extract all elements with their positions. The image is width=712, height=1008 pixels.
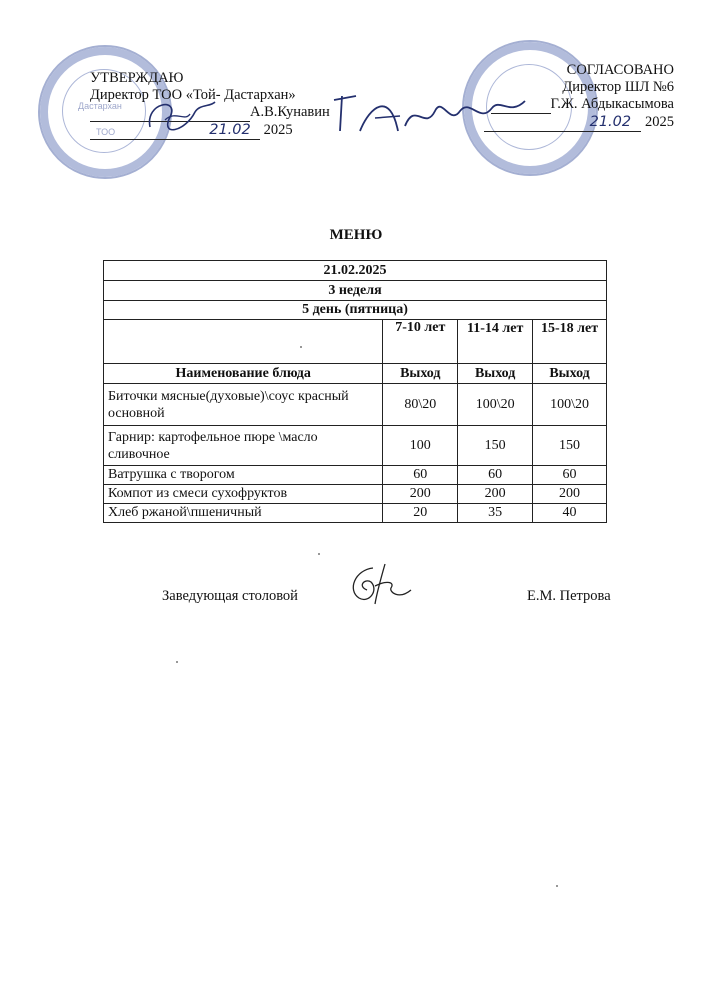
canteen-manager-signature xyxy=(345,560,415,608)
menu-table xyxy=(103,260,607,523)
approval-heading: УТВЕРЖДАЮ xyxy=(90,70,184,86)
output-header: Выход xyxy=(383,364,458,384)
dish-name: Гарнир: картофельное пюре \масло сливочное xyxy=(104,426,383,466)
canteen-manager-role: Заведующая столовой xyxy=(162,588,298,604)
left-seal-small-text: ТОО xyxy=(96,127,116,137)
approval-signer-name: А.В.Кунавин xyxy=(250,104,330,120)
table-row xyxy=(104,261,607,281)
agreement-block xyxy=(484,62,674,132)
page-title: МЕНЮ xyxy=(329,227,383,243)
table-row xyxy=(104,466,607,485)
portion-value: 100 xyxy=(383,426,458,466)
portion-value: 60 xyxy=(533,466,607,485)
table-row xyxy=(104,281,607,301)
approval-signature xyxy=(140,92,220,137)
table-row xyxy=(104,384,607,426)
portion-value: 200 xyxy=(533,485,607,504)
portion-value: 150 xyxy=(458,426,533,466)
menu-week: 3 неделя xyxy=(104,281,607,301)
output-header: Выход xyxy=(533,364,607,384)
output-header: Выход xyxy=(458,364,533,384)
left-seal-center-text: Дастархан xyxy=(78,101,122,111)
approval-position: Директор ТОО «Той- Дастархан» xyxy=(90,87,296,103)
canteen-manager-name: Е.М. Петрова xyxy=(527,588,611,604)
portion-value: 100\20 xyxy=(533,384,607,426)
portion-value: 200 xyxy=(458,485,533,504)
portion-value: 35 xyxy=(458,504,533,523)
dish-name-header: Наименование блюда xyxy=(104,364,383,384)
table-row xyxy=(104,504,607,523)
age-group-header: 11-14 лет xyxy=(458,320,533,364)
table-row xyxy=(104,320,607,364)
scan-speck xyxy=(176,661,178,663)
menu-day: 5 день (пятница) xyxy=(104,301,607,320)
scan-speck xyxy=(556,885,558,887)
agreement-date-handwritten: 21.02 xyxy=(579,114,641,132)
approval-date-handwritten: 21.02 xyxy=(200,122,260,140)
scan-speck xyxy=(300,346,302,348)
age-group-header: 7-10 лет xyxy=(383,320,458,364)
portion-value: 80\20 xyxy=(383,384,458,426)
header-empty-cell xyxy=(104,320,383,364)
dish-name: Хлеб ржаной\пшеничный xyxy=(104,504,383,523)
agreement-signature-line xyxy=(491,96,551,114)
agreement-date-line xyxy=(484,114,579,132)
agreement-signer-name: Г.Ж. Абдыкасымова xyxy=(550,96,674,112)
portion-value: 150 xyxy=(533,426,607,466)
portion-value: 200 xyxy=(383,485,458,504)
table-row xyxy=(104,301,607,320)
table-row xyxy=(104,485,607,504)
agreement-year: 2025 xyxy=(645,114,674,130)
dish-name: Ватрушка с творогом xyxy=(104,466,383,485)
agreement-heading: СОГЛАСОВАНО xyxy=(566,62,674,78)
scan-speck xyxy=(318,553,320,555)
table-row xyxy=(104,426,607,466)
dish-name: Биточки мясные(духовые)\соус красный основной xyxy=(104,384,383,426)
age-group-header: 15-18 лет xyxy=(533,320,607,364)
portion-value: 60 xyxy=(458,466,533,485)
portion-value: 20 xyxy=(383,504,458,523)
dish-name: Компот из смеси сухофруктов xyxy=(104,485,383,504)
menu-date: 21.02.2025 xyxy=(104,261,607,281)
portion-value: 60 xyxy=(383,466,458,485)
table-row xyxy=(104,364,607,384)
portion-value: 40 xyxy=(533,504,607,523)
approval-year: 2025 xyxy=(263,122,293,138)
portion-value: 100\20 xyxy=(458,384,533,426)
agreement-position: Директор ШЛ №6 xyxy=(562,79,674,95)
